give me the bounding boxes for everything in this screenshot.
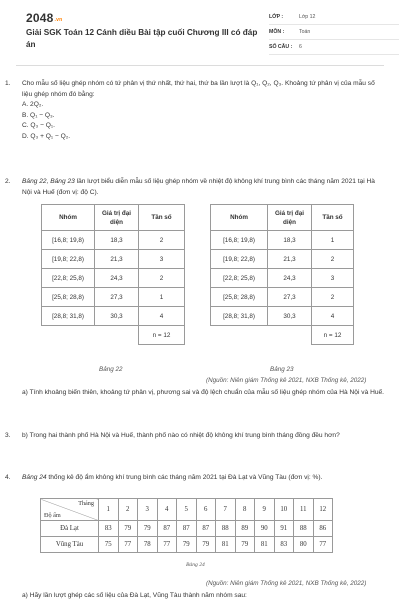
cell: 79 <box>235 537 255 553</box>
cell: 1 <box>312 231 354 250</box>
question-text: b) Trong hai thành phố Hà Nội và Huế, thành phố nào có nhiệt độ không khí trung bình tháng đồng đều hơn? <box>22 432 340 439</box>
question-text-rest: thống kê độ ẩm không khí trung bình các tháng năm 2021 tại Đà Lạt và Vũng Tàu (đơn vị: %). <box>46 474 323 481</box>
table-row <box>42 307 185 326</box>
sub-question-text: a) Tính khoảng biến thiên, khoảng tứ phân vị, phương sai và độ lệch chuẩn của mẫu số liệu ghép nhóm của Hà Nội và Huế. <box>22 389 384 396</box>
cell: 79 <box>138 521 158 537</box>
cell: [28,8; 31,8) <box>211 307 268 326</box>
question-number: 4. <box>5 474 11 481</box>
row-header: Vũng Tàu <box>41 537 99 553</box>
cell: 30,3 <box>95 307 139 326</box>
cell: 83 <box>99 521 119 537</box>
table-total-row <box>42 326 185 345</box>
meta-row-subject <box>269 25 399 40</box>
cell: 4 <box>139 307 185 326</box>
table-ref: Bảng 22, Bảng 23 <box>22 178 75 185</box>
month-header: 3 <box>138 499 158 521</box>
caption-table-22: Bảng 22 <box>99 366 123 373</box>
cell: 2 <box>139 269 185 288</box>
month-header: 5 <box>177 499 197 521</box>
table-row <box>211 250 354 269</box>
total-cell: n = 12 <box>312 326 354 345</box>
question-text: Cho mẫu số liệu ghép nhóm có tứ phân vị thứ nhất, thứ hai, thứ ba lần lượt là Q₁, Q₂, Q₃. Khoảng tứ phân vị của mẫu số liệu ghép nhóm đó bằng: <box>22 80 375 98</box>
col-header: Giá trị đại diện <box>95 205 139 231</box>
blank-cell <box>268 326 312 345</box>
cell: 81 <box>216 537 236 553</box>
col-header: Giá trị đại diện <box>268 205 312 231</box>
question-text-rest: lần lượt biểu diễn mẫu số liệu ghép nhóm về nhiệt độ không khí trung bình các tháng năm 2021 tại Hà Nội và Huế (đơn vị: độ C). <box>22 178 375 196</box>
question-1 <box>5 79 386 142</box>
cell: 3 <box>139 250 185 269</box>
table-row <box>42 288 185 307</box>
table-row <box>211 269 354 288</box>
row-header: Đà Lạt <box>41 521 99 537</box>
caption-table-24: Bảng 24 <box>186 562 205 568</box>
cell: 88 <box>294 521 314 537</box>
question-2 <box>5 177 386 198</box>
cell: [25,8; 28,8) <box>42 288 95 307</box>
cell: 4 <box>312 307 354 326</box>
table-22 <box>41 204 185 345</box>
cell: 79 <box>196 537 216 553</box>
month-header: 12 <box>313 499 333 521</box>
table-row <box>211 307 354 326</box>
total-cell: n = 12 <box>139 326 185 345</box>
site-logo[interactable] <box>26 11 62 25</box>
corner-top-label: Tháng <box>78 500 94 507</box>
table-row <box>42 231 185 250</box>
month-header: 10 <box>274 499 294 521</box>
corner-cell <box>41 499 99 521</box>
cell: 21,3 <box>268 250 312 269</box>
document-header <box>16 0 384 66</box>
table-row <box>42 250 185 269</box>
question-text <box>22 473 386 484</box>
cell: 81 <box>255 537 275 553</box>
month-header: 6 <box>196 499 216 521</box>
caption-table-23: Bảng 23 <box>270 366 294 373</box>
col-header: Tần số <box>139 205 185 231</box>
cell: [22,8; 25,8) <box>211 269 268 288</box>
cell: 87 <box>177 521 197 537</box>
cell: [16,8; 19,8) <box>211 231 268 250</box>
option-a: A. 2Q₂. <box>22 101 44 108</box>
table-ref: Bảng 24 <box>22 474 47 481</box>
document-title: Giải SGK Toán 12 Cánh diều Bài tập cuối Chương III có đáp án <box>26 28 258 49</box>
col-header: Nhóm <box>42 205 95 231</box>
meta-value: Lớp 12 <box>299 14 316 20</box>
cell: 2 <box>312 250 354 269</box>
cell: 86 <box>313 521 333 537</box>
meta-label: LỚP : <box>269 14 284 20</box>
blank-cell <box>42 326 95 345</box>
meta-info <box>269 10 399 55</box>
question-4 <box>5 473 386 484</box>
table-header-row <box>41 499 333 521</box>
question-number: 3. <box>5 432 11 439</box>
question-2-sub-a <box>22 388 386 399</box>
source-note: (Nguồn: Niên giám Thống kê 2021, NXB Thống kê, 2022) <box>206 580 367 587</box>
cell: 27,3 <box>95 288 139 307</box>
col-header: Tần số <box>312 205 354 231</box>
meta-row-class <box>269 10 399 25</box>
table-row <box>42 269 185 288</box>
month-header: 11 <box>294 499 314 521</box>
table-row <box>211 231 354 250</box>
cell: [25,8; 28,8) <box>211 288 268 307</box>
cell: 1 <box>139 288 185 307</box>
blank-cell <box>211 326 268 345</box>
meta-value: Toán <box>299 29 311 35</box>
table-24 <box>40 498 333 553</box>
logo-suffix: .vn <box>54 17 63 23</box>
table-total-row <box>211 326 354 345</box>
cell: [28,8; 31,8) <box>42 307 95 326</box>
table-row <box>41 521 333 537</box>
table-23 <box>210 204 354 345</box>
logo-text: 2048 <box>26 11 54 25</box>
cell: 18,3 <box>268 231 312 250</box>
cell: 88 <box>216 521 236 537</box>
cell: 24,3 <box>268 269 312 288</box>
cell: 18,3 <box>95 231 139 250</box>
cell: 87 <box>157 521 177 537</box>
question-3 <box>5 431 386 442</box>
cell: 90 <box>255 521 275 537</box>
cell: 87 <box>196 521 216 537</box>
month-header: 4 <box>157 499 177 521</box>
cell: 78 <box>138 537 158 553</box>
meta-row-count <box>269 40 399 55</box>
source-note: (Nguồn: Niên giám Thống kê 2021, NXB Thống kê, 2022) <box>206 377 367 384</box>
month-header: 2 <box>118 499 138 521</box>
cell: 80 <box>294 537 314 553</box>
blank-cell <box>95 326 139 345</box>
question-number: 2. <box>5 178 11 185</box>
cell: [16,8; 19,8) <box>42 231 95 250</box>
cell: 79 <box>118 521 138 537</box>
cell: 83 <box>274 537 294 553</box>
month-header: 7 <box>216 499 236 521</box>
meta-label: SỐ CÂU : <box>269 44 293 50</box>
cell: [19,8; 22,8) <box>211 250 268 269</box>
cell: 75 <box>99 537 119 553</box>
cell: 24,3 <box>95 269 139 288</box>
cell: [19,8; 22,8) <box>42 250 95 269</box>
sub-question-text: a) Hãy lần lượt ghép các số liệu của Đà Lạt, Vũng Tàu thành năm nhóm sau: <box>22 592 247 599</box>
question-number: 1. <box>5 80 11 87</box>
cell: 89 <box>235 521 255 537</box>
cell: 77 <box>118 537 138 553</box>
meta-label: MÔN : <box>269 29 285 35</box>
option-b: B. Q₁ − Q₃. <box>22 111 55 119</box>
cell: 91 <box>274 521 294 537</box>
option-c: C. Q₃ − Q₁. <box>22 122 55 129</box>
cell: 2 <box>139 231 185 250</box>
cell: [22,8; 25,8) <box>42 269 95 288</box>
col-header: Nhóm <box>211 205 268 231</box>
cell: 77 <box>157 537 177 553</box>
table-row <box>211 288 354 307</box>
cell: 79 <box>177 537 197 553</box>
cell: 27,3 <box>268 288 312 307</box>
month-header: 8 <box>235 499 255 521</box>
corner-bottom-label: Độ ẩm <box>44 512 61 519</box>
cell: 30,3 <box>268 307 312 326</box>
cell: 2 <box>312 288 354 307</box>
month-header: 9 <box>255 499 275 521</box>
cell: 3 <box>312 269 354 288</box>
question-text <box>22 177 386 198</box>
option-d: D. Q₃ + Q₁ − Q₂. <box>22 132 71 140</box>
cell: 21,3 <box>95 250 139 269</box>
table-row <box>41 537 333 553</box>
meta-value: 6 <box>299 44 302 50</box>
month-header: 1 <box>99 499 119 521</box>
cell: 77 <box>313 537 333 553</box>
